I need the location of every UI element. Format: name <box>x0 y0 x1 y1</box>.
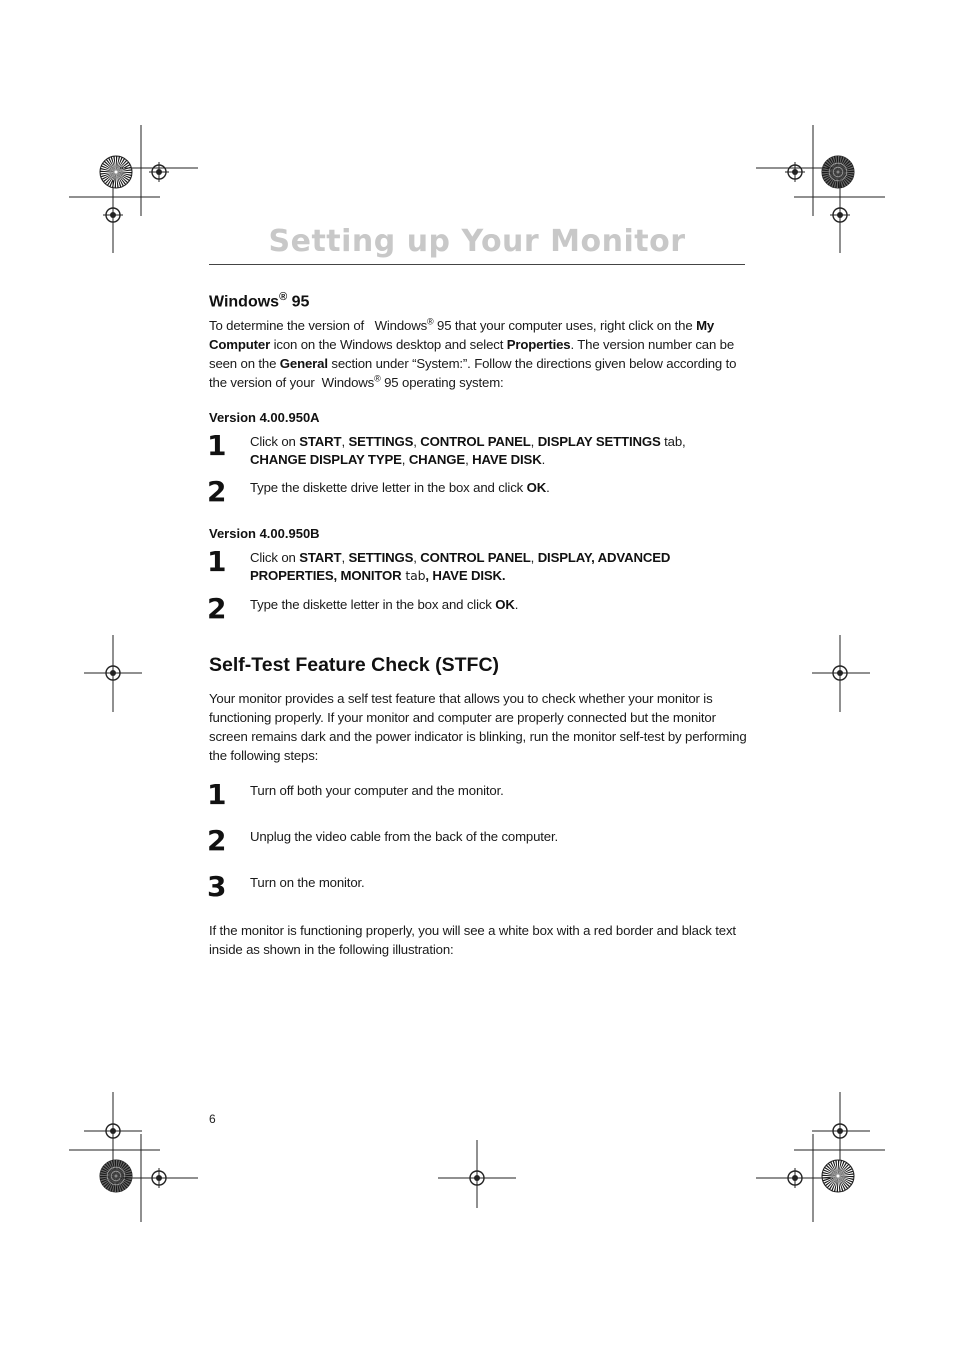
stfc-outro: If the monitor is functioning properly, you will see a white box with a red border and black text inside as shown in the following illustration: <box>209 923 736 957</box>
stfc-step-1: Turn off both your computer and the monitor. <box>250 783 504 798</box>
version-a-title: Version 4.00.950A <box>209 410 320 425</box>
registration-star-icon <box>100 156 132 188</box>
windows95-heading <box>209 287 309 312</box>
crosshair-icon <box>149 162 169 182</box>
registration-star-icon <box>100 1160 132 1192</box>
crosshair-icon <box>785 162 805 182</box>
version-a-step-1: Click on START, SETTINGS, CONTROL PANEL, DISPLAY SETTINGS tab, CHANGE DISPLAY TYPE, CHANGE, HAVE DISK. <box>250 434 686 467</box>
version-b-title: Version 4.00.950B <box>209 526 320 541</box>
windows95-intro: To determine the version of Windows® 95 that your computer uses, right click on the My Computer icon on the Windows desktop and select Properties. The version number can be seen on the General section under “System:”. Follow the directions given below according to the version of your Windows® 95 operating system: <box>209 316 737 390</box>
step-number: 1 <box>207 429 227 462</box>
page-number: 6 <box>209 1112 216 1126</box>
step-number: 1 <box>207 545 227 578</box>
step-number: 2 <box>207 824 227 857</box>
heading-word: Windows <box>209 293 280 311</box>
version-a-step-2: Type the diskette drive letter in the box and click OK. <box>250 480 550 495</box>
step-number: 2 <box>207 592 227 625</box>
stfc-intro: Your monitor provides a self test feature that allows you to check whether your monitor is functioning properly. If your monitor and computer are properly connected but the monitor screen remains dark and the power indicator is blinking, run the monitor self-test by performing the following steps: <box>209 691 747 763</box>
stfc-step-3: Turn on the monitor. <box>250 875 365 890</box>
version-b-step-2: Type the diskette letter in the box and click OK. <box>250 597 519 612</box>
heading-version: 95 <box>291 293 310 311</box>
step-number: 2 <box>207 475 227 508</box>
title-rule <box>209 264 745 265</box>
stfc-heading: Self-Test Feature Check (STFC) <box>209 654 500 676</box>
page-title: Setting up Your Monitor <box>268 224 686 259</box>
step-number: 1 <box>207 778 227 811</box>
registered-mark: ® <box>279 291 288 303</box>
step-number: 3 <box>207 870 227 903</box>
stfc-step-2: Unplug the video cable from the back of the computer. <box>250 829 559 844</box>
registration-star-icon <box>822 1160 854 1192</box>
version-b-step-1: Click on START, SETTINGS, CONTROL PANEL, DISPLAY, ADVANCED PROPERTIES, MONITOR tab, HAVE DISK. <box>250 550 671 583</box>
registration-star-icon <box>822 156 854 188</box>
